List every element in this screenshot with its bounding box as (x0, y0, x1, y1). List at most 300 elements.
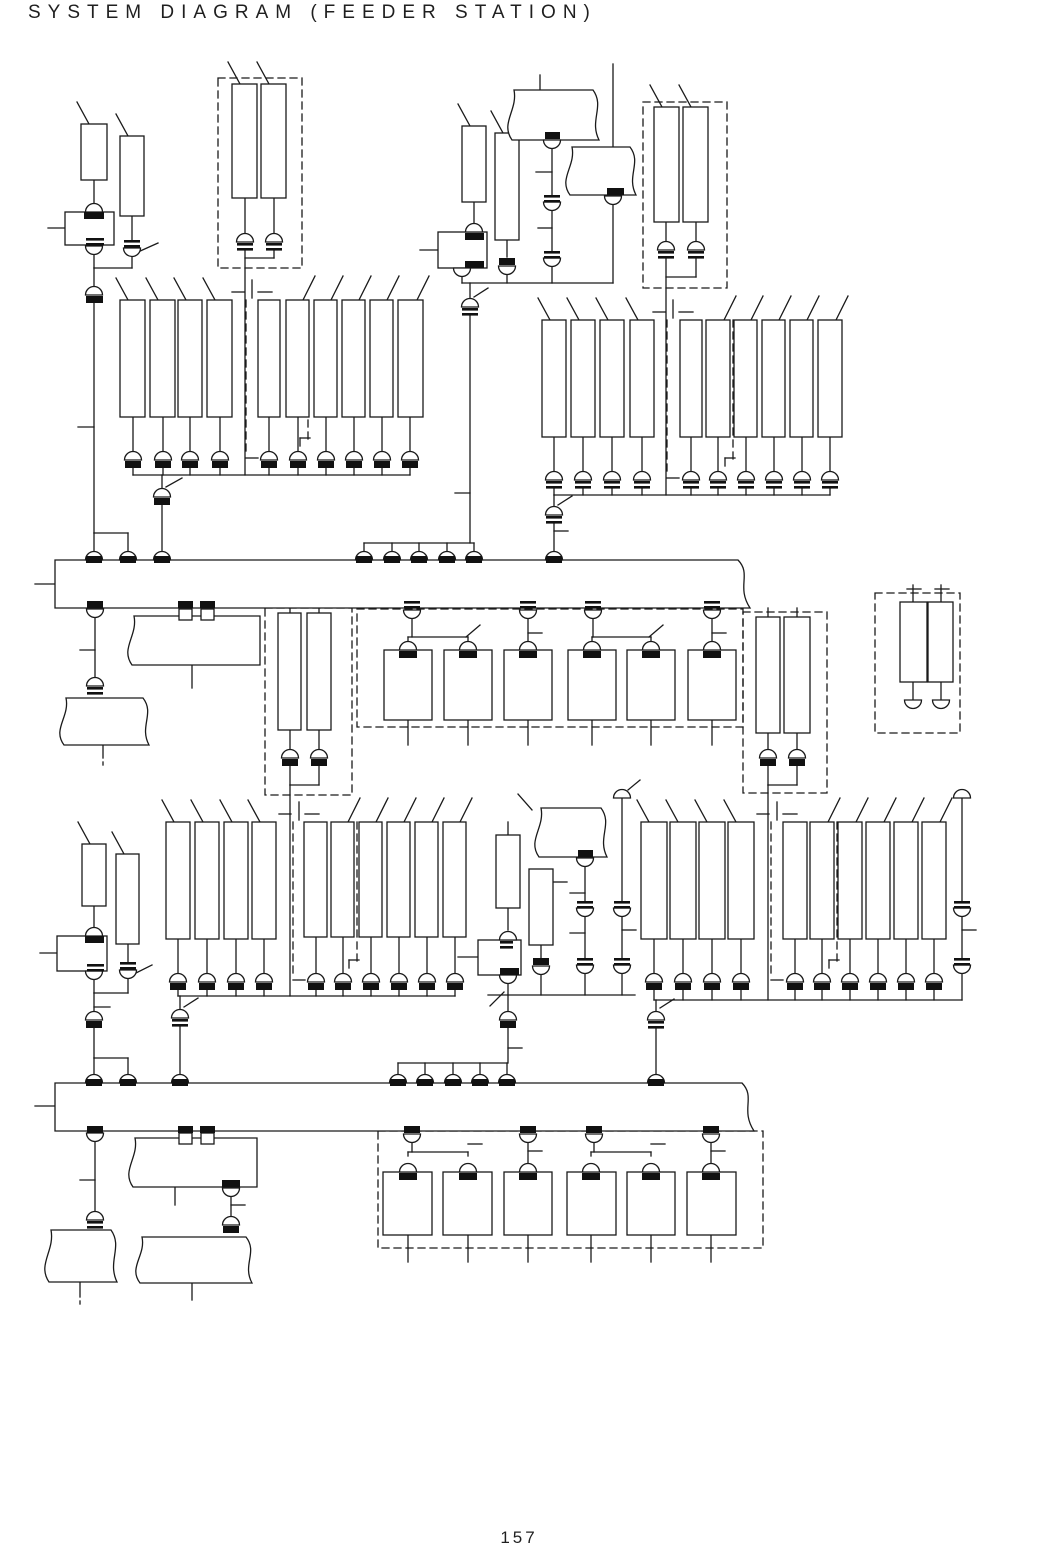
wire (220, 800, 232, 822)
breaker-dome (675, 974, 692, 983)
contact-bar-solid (472, 1079, 488, 1086)
wire (228, 62, 240, 84)
busbar (55, 560, 750, 608)
contact-bar-striped (520, 606, 536, 609)
contact-bar-striped (766, 481, 782, 484)
component-rect (307, 613, 331, 730)
breaker-dome (86, 204, 103, 213)
contact-bar-solid (704, 983, 720, 990)
contact-bar-striped (710, 481, 726, 484)
contact-bar-solid (465, 261, 484, 268)
contact-bar-striped (575, 481, 591, 484)
breaker-dome (822, 472, 839, 481)
breaker-dome (954, 790, 971, 799)
component-rect (224, 822, 248, 939)
component-rect (756, 617, 780, 733)
breaker-dome (223, 1188, 240, 1197)
breaker-dome (256, 974, 273, 982)
component-rect (627, 650, 675, 720)
breaker-dome (688, 242, 705, 251)
wire (166, 478, 182, 487)
contact-bar-solid (404, 1126, 420, 1133)
component-rect (630, 320, 654, 437)
breaker-dome (87, 609, 104, 618)
breaker-dome (500, 975, 517, 984)
contact-bar-striped (683, 481, 699, 484)
wire (458, 104, 470, 126)
wire (628, 780, 640, 790)
component-rect (683, 107, 708, 222)
component-rect (699, 822, 725, 939)
breaker-dome (500, 932, 517, 941)
contact-bar-striped (614, 963, 630, 966)
contact-bar-striped (544, 251, 560, 254)
wire (518, 794, 532, 810)
contact-bar-solid (582, 1173, 600, 1180)
contact-bar-solid (199, 983, 215, 990)
contact-bar-solid (356, 556, 372, 563)
offpage-banner (535, 808, 607, 857)
breaker-dome (223, 1217, 240, 1226)
wire (637, 800, 649, 822)
component-rect (120, 300, 145, 417)
contact-bar-striped (87, 1221, 103, 1224)
breaker-dome (419, 974, 436, 983)
breaker-dome (733, 974, 750, 983)
wire (248, 800, 260, 822)
contact-bar-solid (374, 461, 390, 468)
breaker-dome (544, 202, 561, 211)
breaker-dome (125, 452, 142, 460)
wire (387, 276, 399, 300)
contact-bar-striped (462, 308, 478, 311)
contact-bar-striped (634, 486, 650, 489)
component-rect (359, 822, 382, 937)
breaker-dome (683, 472, 700, 481)
breaker-dome (586, 1134, 603, 1143)
component-rect (568, 650, 616, 720)
breaker-dome (228, 974, 245, 983)
component-rect (567, 1172, 616, 1235)
wire (567, 298, 579, 320)
component-rect (387, 822, 410, 937)
contact-bar-striped (237, 248, 253, 251)
contact-bar-striped (404, 606, 420, 609)
breaker-dome (614, 965, 631, 974)
contact-bar-solid (648, 1079, 664, 1086)
breaker-dome (546, 472, 563, 481)
breaker-dome (905, 700, 922, 709)
component-rect (261, 84, 286, 198)
contact-bar-striped (266, 248, 282, 251)
breaker-dome (954, 908, 971, 917)
breaker-dome (454, 268, 471, 277)
breaker-dome (703, 1134, 720, 1143)
contact-bar-striped (546, 521, 562, 524)
component-rect (784, 617, 810, 733)
contact-bar-striped (766, 486, 782, 489)
wire (162, 800, 174, 822)
component-rect (304, 822, 327, 937)
wire (807, 296, 819, 320)
contact-bar-striped (954, 901, 970, 904)
wire (331, 276, 343, 300)
component-rect (415, 822, 438, 937)
breaker-dome (404, 610, 421, 619)
contact-bar-striped (87, 1226, 103, 1229)
contact-bar-solid (533, 958, 549, 965)
contact-bar-striped (704, 606, 720, 609)
contact-bar-solid (499, 1079, 515, 1086)
offpage-banner (128, 616, 260, 665)
page-number: 157 (500, 1528, 538, 1547)
wire (666, 800, 678, 822)
contact-bar-solid (586, 1126, 602, 1133)
contact-bar-solid (212, 461, 228, 468)
contact-bar-striped (710, 486, 726, 489)
wire (257, 62, 269, 84)
contact-bar-striped (648, 1026, 664, 1029)
contact-bar-solid (445, 1079, 461, 1086)
contact-bar-solid (170, 983, 186, 990)
contact-bar-striped (172, 1024, 188, 1027)
component-rect (688, 650, 736, 720)
component-rect (600, 320, 624, 437)
breaker-dome (86, 971, 103, 980)
contact-bar-solid (703, 651, 721, 658)
component-rect (783, 822, 807, 939)
component-rect (627, 1172, 675, 1235)
contact-bar-striped (575, 486, 591, 489)
breaker-dome (391, 974, 408, 983)
contact-bar-solid (87, 601, 103, 608)
contact-bar-solid (545, 132, 560, 139)
component-rect (398, 300, 423, 417)
breaker-dome (738, 472, 755, 481)
contact-bar-solid (419, 983, 435, 990)
wire (679, 85, 691, 107)
component-rect (728, 822, 754, 939)
wire (724, 800, 736, 822)
wire (779, 296, 791, 320)
breaker-dome (643, 642, 660, 651)
breaker-dome (155, 452, 172, 460)
contact-bar-solid (466, 556, 482, 563)
breaker-dome (460, 1164, 477, 1173)
contact-bar-striped (954, 963, 970, 966)
contact-bar-solid (760, 759, 776, 766)
wire (146, 278, 158, 300)
component-rect (641, 822, 667, 939)
breaker-dome (605, 196, 622, 205)
contact-bar-solid (642, 1173, 660, 1180)
contact-bar-solid (384, 556, 400, 563)
contact-bar-striped (500, 941, 513, 944)
component-rect (81, 124, 107, 180)
tap-connector-box (201, 1133, 214, 1144)
contact-bar-solid (439, 556, 455, 563)
contact-bar-striped (794, 481, 810, 484)
breaker-dome (585, 610, 602, 619)
component-rect (504, 1172, 552, 1235)
contact-bar-solid (200, 601, 215, 608)
wire (203, 278, 215, 300)
contact-bar-striped (86, 243, 104, 246)
contact-bar-striped (614, 906, 630, 909)
contact-bar-solid (154, 556, 170, 563)
wire (626, 298, 638, 320)
breaker-dome (646, 974, 663, 983)
component-rect (443, 822, 466, 937)
breaker-dome (520, 610, 537, 619)
tap-connector-box (179, 609, 192, 620)
contact-bar-striped (544, 200, 560, 203)
component-rect (444, 650, 492, 720)
breaker-dome (703, 1164, 720, 1173)
contact-bar-striped (614, 901, 630, 904)
breaker-dome (311, 750, 328, 759)
contact-bar-solid (500, 968, 519, 975)
contact-bar-striped (614, 958, 630, 961)
wire (376, 798, 388, 822)
wire (490, 992, 504, 1006)
breaker-dome (400, 1164, 417, 1173)
breaker-dome (86, 928, 103, 937)
contact-bar-solid (256, 983, 272, 990)
contact-bar-striped (120, 962, 136, 965)
wire (417, 276, 429, 300)
contact-bar-solid (390, 1079, 406, 1086)
contact-bar-striped (500, 946, 513, 949)
component-rect (286, 300, 309, 417)
contact-bar-striped (658, 256, 674, 259)
breaker-dome (346, 452, 363, 460)
component-rect (120, 136, 144, 216)
contact-bar-striped (237, 243, 253, 246)
component-rect (900, 602, 927, 682)
contact-bar-solid (182, 461, 198, 468)
contact-bar-solid (642, 651, 660, 658)
contact-bar-striped (546, 481, 562, 484)
wire (940, 798, 952, 822)
breaker-dome (546, 507, 563, 516)
offpage-banner (129, 1138, 257, 1187)
component-rect (116, 854, 139, 944)
breaker-dome (658, 242, 675, 251)
breaker-dome (237, 234, 254, 243)
breaker-dome (374, 452, 391, 460)
component-rect (838, 822, 862, 939)
breaker-dome (704, 610, 721, 619)
component-rect (462, 126, 486, 202)
contact-bar-solid (346, 461, 362, 468)
contact-bar-striped (87, 969, 104, 972)
contact-bar-solid (178, 601, 193, 608)
contact-bar-solid (178, 1126, 193, 1133)
breaker-dome (789, 750, 806, 759)
component-rect (922, 822, 946, 939)
wire (191, 800, 203, 822)
contact-bar-striped (87, 692, 103, 695)
contact-bar-solid (125, 461, 141, 468)
breaker-dome (87, 678, 104, 687)
component-rect (207, 300, 232, 417)
breaker-dome (954, 965, 971, 974)
breaker-dome (634, 472, 651, 481)
contact-bar-striped (683, 486, 699, 489)
component-rect (384, 650, 432, 720)
component-rect (818, 320, 842, 437)
wire (474, 288, 488, 297)
component-rect (258, 300, 280, 417)
breaker-dome (583, 1164, 600, 1173)
breaker-dome (704, 642, 721, 651)
contact-bar-solid (520, 1126, 536, 1133)
component-rect (166, 822, 190, 939)
contact-bar-solid (733, 983, 749, 990)
contact-bar-solid (120, 556, 136, 563)
breaker-dome (212, 452, 229, 460)
contact-bar-solid (787, 983, 803, 990)
wire (303, 276, 315, 300)
breaker-dome (404, 1134, 421, 1143)
contact-bar-solid (86, 1079, 102, 1086)
component-rect (195, 822, 219, 939)
component-rect (654, 107, 679, 222)
component-rect (342, 300, 365, 417)
component-rect (495, 133, 519, 240)
contact-bar-striped (822, 481, 838, 484)
breaker-dome (643, 1164, 660, 1173)
offpage-banner (45, 1230, 117, 1282)
breaker-dome (520, 1134, 537, 1143)
wire (77, 102, 89, 124)
breaker-dome (794, 472, 811, 481)
breaker-dome (170, 974, 187, 983)
contact-bar-solid (200, 1126, 215, 1133)
component-rect (894, 822, 918, 939)
breaker-dome (898, 974, 915, 983)
contact-bar-solid (282, 759, 298, 766)
contact-bar-striped (544, 195, 560, 198)
contact-bar-solid (85, 936, 104, 943)
wire (184, 998, 198, 1007)
contact-bar-solid (898, 983, 914, 990)
tap-connector-box (179, 1133, 192, 1144)
wire (884, 798, 896, 822)
breaker-dome (261, 452, 278, 460)
wire (538, 298, 550, 320)
breaker-dome (86, 1012, 103, 1021)
contact-bar-solid (459, 651, 477, 658)
wire (856, 798, 868, 822)
wire (112, 832, 124, 854)
wire (751, 296, 763, 320)
breaker-dome (544, 140, 561, 149)
contact-bar-striped (604, 486, 620, 489)
contact-bar-solid (86, 296, 103, 303)
component-rect (314, 300, 337, 417)
contact-bar-solid (399, 1173, 417, 1180)
wire (649, 625, 663, 637)
breaker-dome (466, 224, 483, 233)
contact-bar-striped (585, 606, 601, 609)
component-rect (687, 1172, 736, 1235)
contact-bar-striped (794, 486, 810, 489)
wire (359, 276, 371, 300)
offpage-banner (136, 1237, 252, 1283)
contact-bar-striped (172, 1019, 188, 1022)
contact-bar-solid (86, 1021, 102, 1028)
contact-bar-solid (222, 1180, 240, 1187)
contact-bar-striped (688, 251, 704, 254)
breaker-dome (199, 974, 216, 983)
contact-bar-solid (789, 759, 805, 766)
component-rect (790, 320, 813, 437)
component-rect (331, 822, 354, 937)
contact-bar-solid (155, 461, 171, 468)
contact-bar-solid (519, 651, 537, 658)
component-rect (529, 869, 553, 945)
breaker-dome (460, 642, 477, 651)
breaker-dome (704, 974, 721, 983)
tap-connector-box (201, 609, 214, 620)
component-rect (443, 1172, 492, 1235)
contact-bar-solid (546, 556, 562, 563)
breaker-dome (154, 489, 171, 498)
wire (650, 85, 662, 107)
contact-bar-solid (223, 1226, 239, 1233)
breaker-dome (584, 642, 601, 651)
contact-bar-striped (120, 967, 136, 970)
contact-bar-striped (124, 245, 140, 248)
contact-bar-solid (578, 850, 593, 857)
breaker-dome (335, 974, 352, 983)
contact-bar-striped (704, 601, 720, 604)
contact-bar-solid (814, 983, 830, 990)
component-rect (571, 320, 595, 437)
contact-bar-solid (447, 983, 463, 990)
wire (558, 496, 572, 505)
breaker-dome (290, 452, 307, 460)
wire (174, 278, 186, 300)
breaker-dome (87, 1133, 104, 1142)
contact-bar-striped (738, 481, 754, 484)
wire (116, 278, 128, 300)
breaker-dome (933, 700, 950, 709)
breaker-dome (577, 908, 594, 917)
contact-bar-solid (583, 651, 601, 658)
contact-bar-solid (500, 1021, 516, 1028)
component-rect (278, 613, 301, 730)
breaker-dome (86, 246, 103, 255)
contact-bar-striped (87, 687, 103, 690)
component-rect (150, 300, 175, 417)
contact-bar-striped (544, 256, 560, 259)
component-rect (680, 320, 702, 437)
breaker-dome (282, 750, 299, 759)
breaker-dome (182, 452, 199, 460)
breaker-dome (614, 908, 631, 917)
contact-bar-striped (954, 906, 970, 909)
breaker-dome (87, 1212, 104, 1221)
contact-bar-solid (459, 1173, 477, 1180)
contact-bar-solid (411, 556, 427, 563)
wire (828, 798, 840, 822)
contact-bar-striped (404, 601, 420, 604)
breaker-dome (870, 974, 887, 983)
wire (348, 798, 360, 822)
